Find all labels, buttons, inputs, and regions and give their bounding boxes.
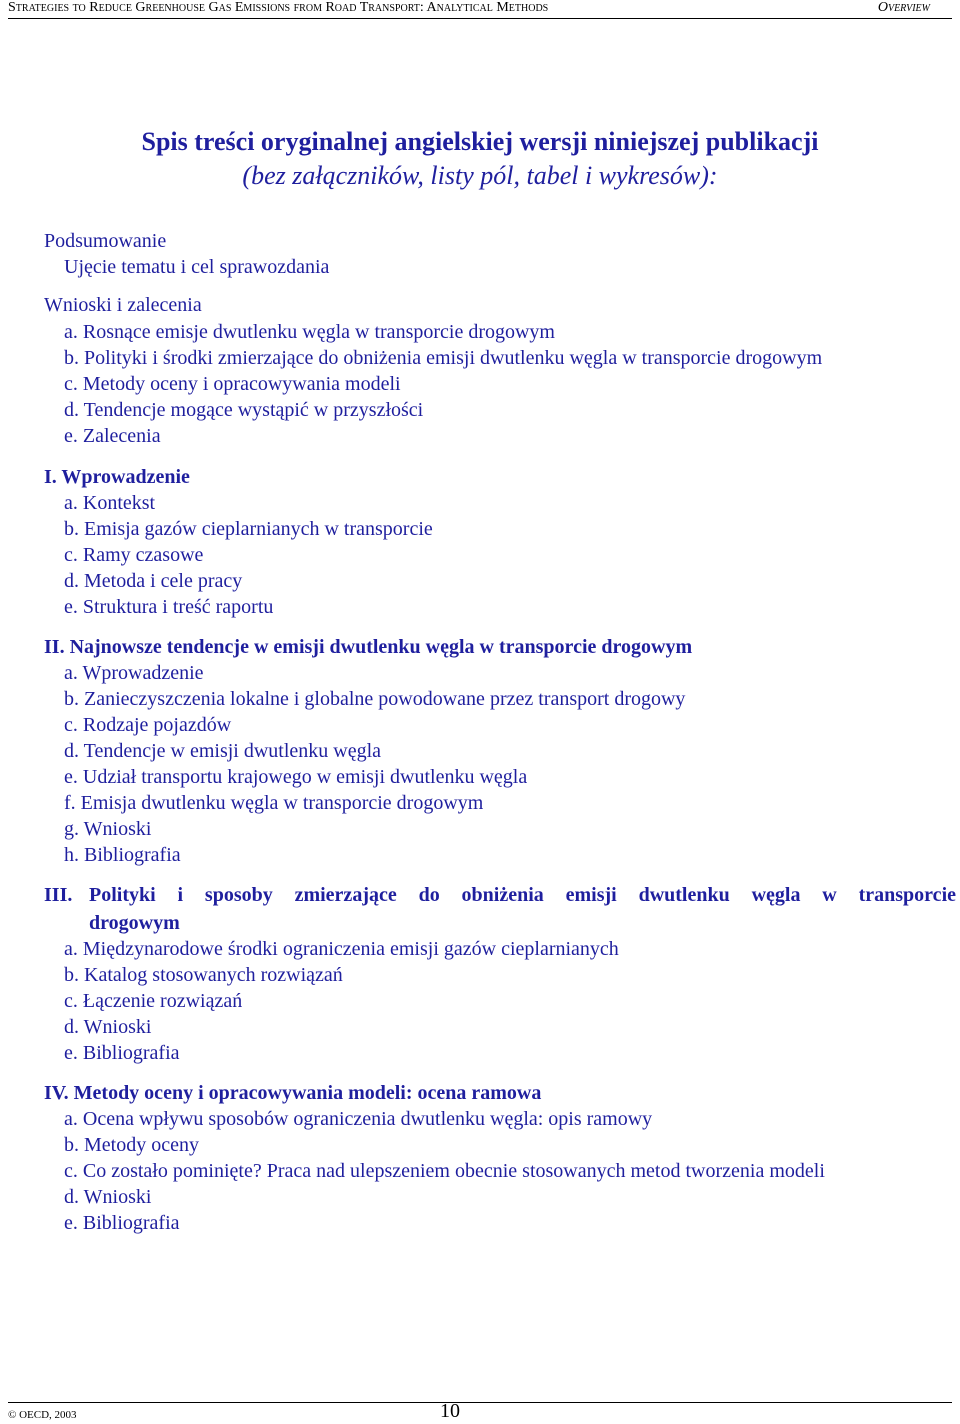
toc-item: e. Bibliografia: [64, 1212, 180, 1234]
toc-item: e. Udział transportu krajowego w emisji dwutlenku węgla: [64, 766, 528, 788]
page-title: Spis treści oryginalnej angielskiej wersji niniejszej publikacji: [141, 127, 819, 156]
toc-item: a. Rosnące emisje dwutlenku węgla w transporcie drogowym: [64, 321, 555, 343]
toc-item: d. Tendencje w emisji dwutlenku węgla: [64, 740, 382, 762]
toc-heading-chapter-1: I. Wprowadzenie: [44, 466, 190, 488]
toc-item: g. Wnioski: [64, 818, 152, 840]
toc-item: d. Wnioski: [64, 1186, 152, 1208]
toc-item: e. Bibliografia: [64, 1042, 180, 1064]
page-number: 10: [440, 1400, 460, 1422]
toc-item: f. Emisja dwutlenku węgla w transporcie drogowym: [64, 792, 484, 814]
toc-item: c. Ramy czasowe: [64, 544, 204, 566]
chapter-number: III.: [44, 884, 73, 906]
toc-item: b. Katalog stosowanych rozwiązań: [64, 964, 343, 986]
toc-heading-chapter-3: [44, 881, 956, 937]
running-header-section: Overview: [877, 0, 930, 15]
toc-item: c. Co zostało pominięte? Praca nad ulepszeniem obecnie stosowanych metod tworzenia modeli: [64, 1160, 825, 1182]
toc-item: a. Międzynarodowe środki ograniczenia emisji gazów cieplarnianych: [64, 938, 619, 960]
toc-item: a. Ocena wpływu sposobów ograniczenia dwutlenku węgla: opis ramowy: [64, 1108, 653, 1130]
toc-heading-chapter-2: II. Najnowsze tendencje w emisji dwutlenku węgla w transporcie drogowym: [44, 636, 693, 658]
footer-copyright: © OECD, 2003: [8, 1409, 77, 1421]
footer-divider: [8, 1402, 952, 1403]
toc-item: b. Emisja gazów cieplarnianych w transporcie: [64, 518, 433, 540]
chapter-title-line-1: Polityki i sposoby zmierzające do obniżenia emisji dwutlenku węgla w transporcie: [89, 884, 956, 906]
toc-item: c. Metody oceny i opracowywania modeli: [64, 373, 401, 395]
toc-heading-summary: Podsumowanie: [44, 230, 167, 252]
toc-heading-chapter-4: IV. Metody oceny i opracowywania modeli: ocena ramowa: [44, 1082, 542, 1104]
toc-heading-conclusions: Wnioski i zalecenia: [44, 294, 202, 316]
running-header: [8, 0, 930, 18]
toc-item: d. Tendencje mogące wystąpić w przyszłości: [64, 399, 424, 421]
toc-item: h. Bibliografia: [64, 844, 181, 866]
toc-item: b. Zanieczyszczenia lokalne i globalne powodowane przez transport drogowy: [64, 688, 686, 710]
header-divider: [8, 18, 952, 19]
toc-item: d. Wnioski: [64, 1016, 152, 1038]
toc-item: c. Łączenie rozwiązań: [64, 990, 243, 1012]
running-header-title: Strategies to Reduce Greenhouse Gas Emissions from Road Transport: Analytical Methods: [8, 0, 549, 15]
chapter-title-line-2: drogowym: [89, 912, 180, 934]
toc-item: e. Struktura i treść raportu: [64, 596, 274, 618]
toc-item: d. Metoda i cele pracy: [64, 570, 243, 592]
toc-item: c. Rodzaje pojazdów: [64, 714, 232, 736]
toc-item: Ujęcie tematu i cel sprawozdania: [64, 256, 330, 278]
toc-item: b. Polityki i środki zmierzające do obniżenia emisji dwutlenku węgla w transporcie drogowym: [64, 347, 823, 369]
toc-item: a. Wprowadzenie: [64, 662, 204, 684]
toc-item: b. Metody oceny: [64, 1134, 199, 1156]
page-subtitle: (bez załączników, listy pól, tabel i wykresów):: [242, 161, 718, 190]
toc-item: e. Zalecenia: [64, 425, 161, 447]
toc-item: a. Kontekst: [64, 492, 156, 514]
